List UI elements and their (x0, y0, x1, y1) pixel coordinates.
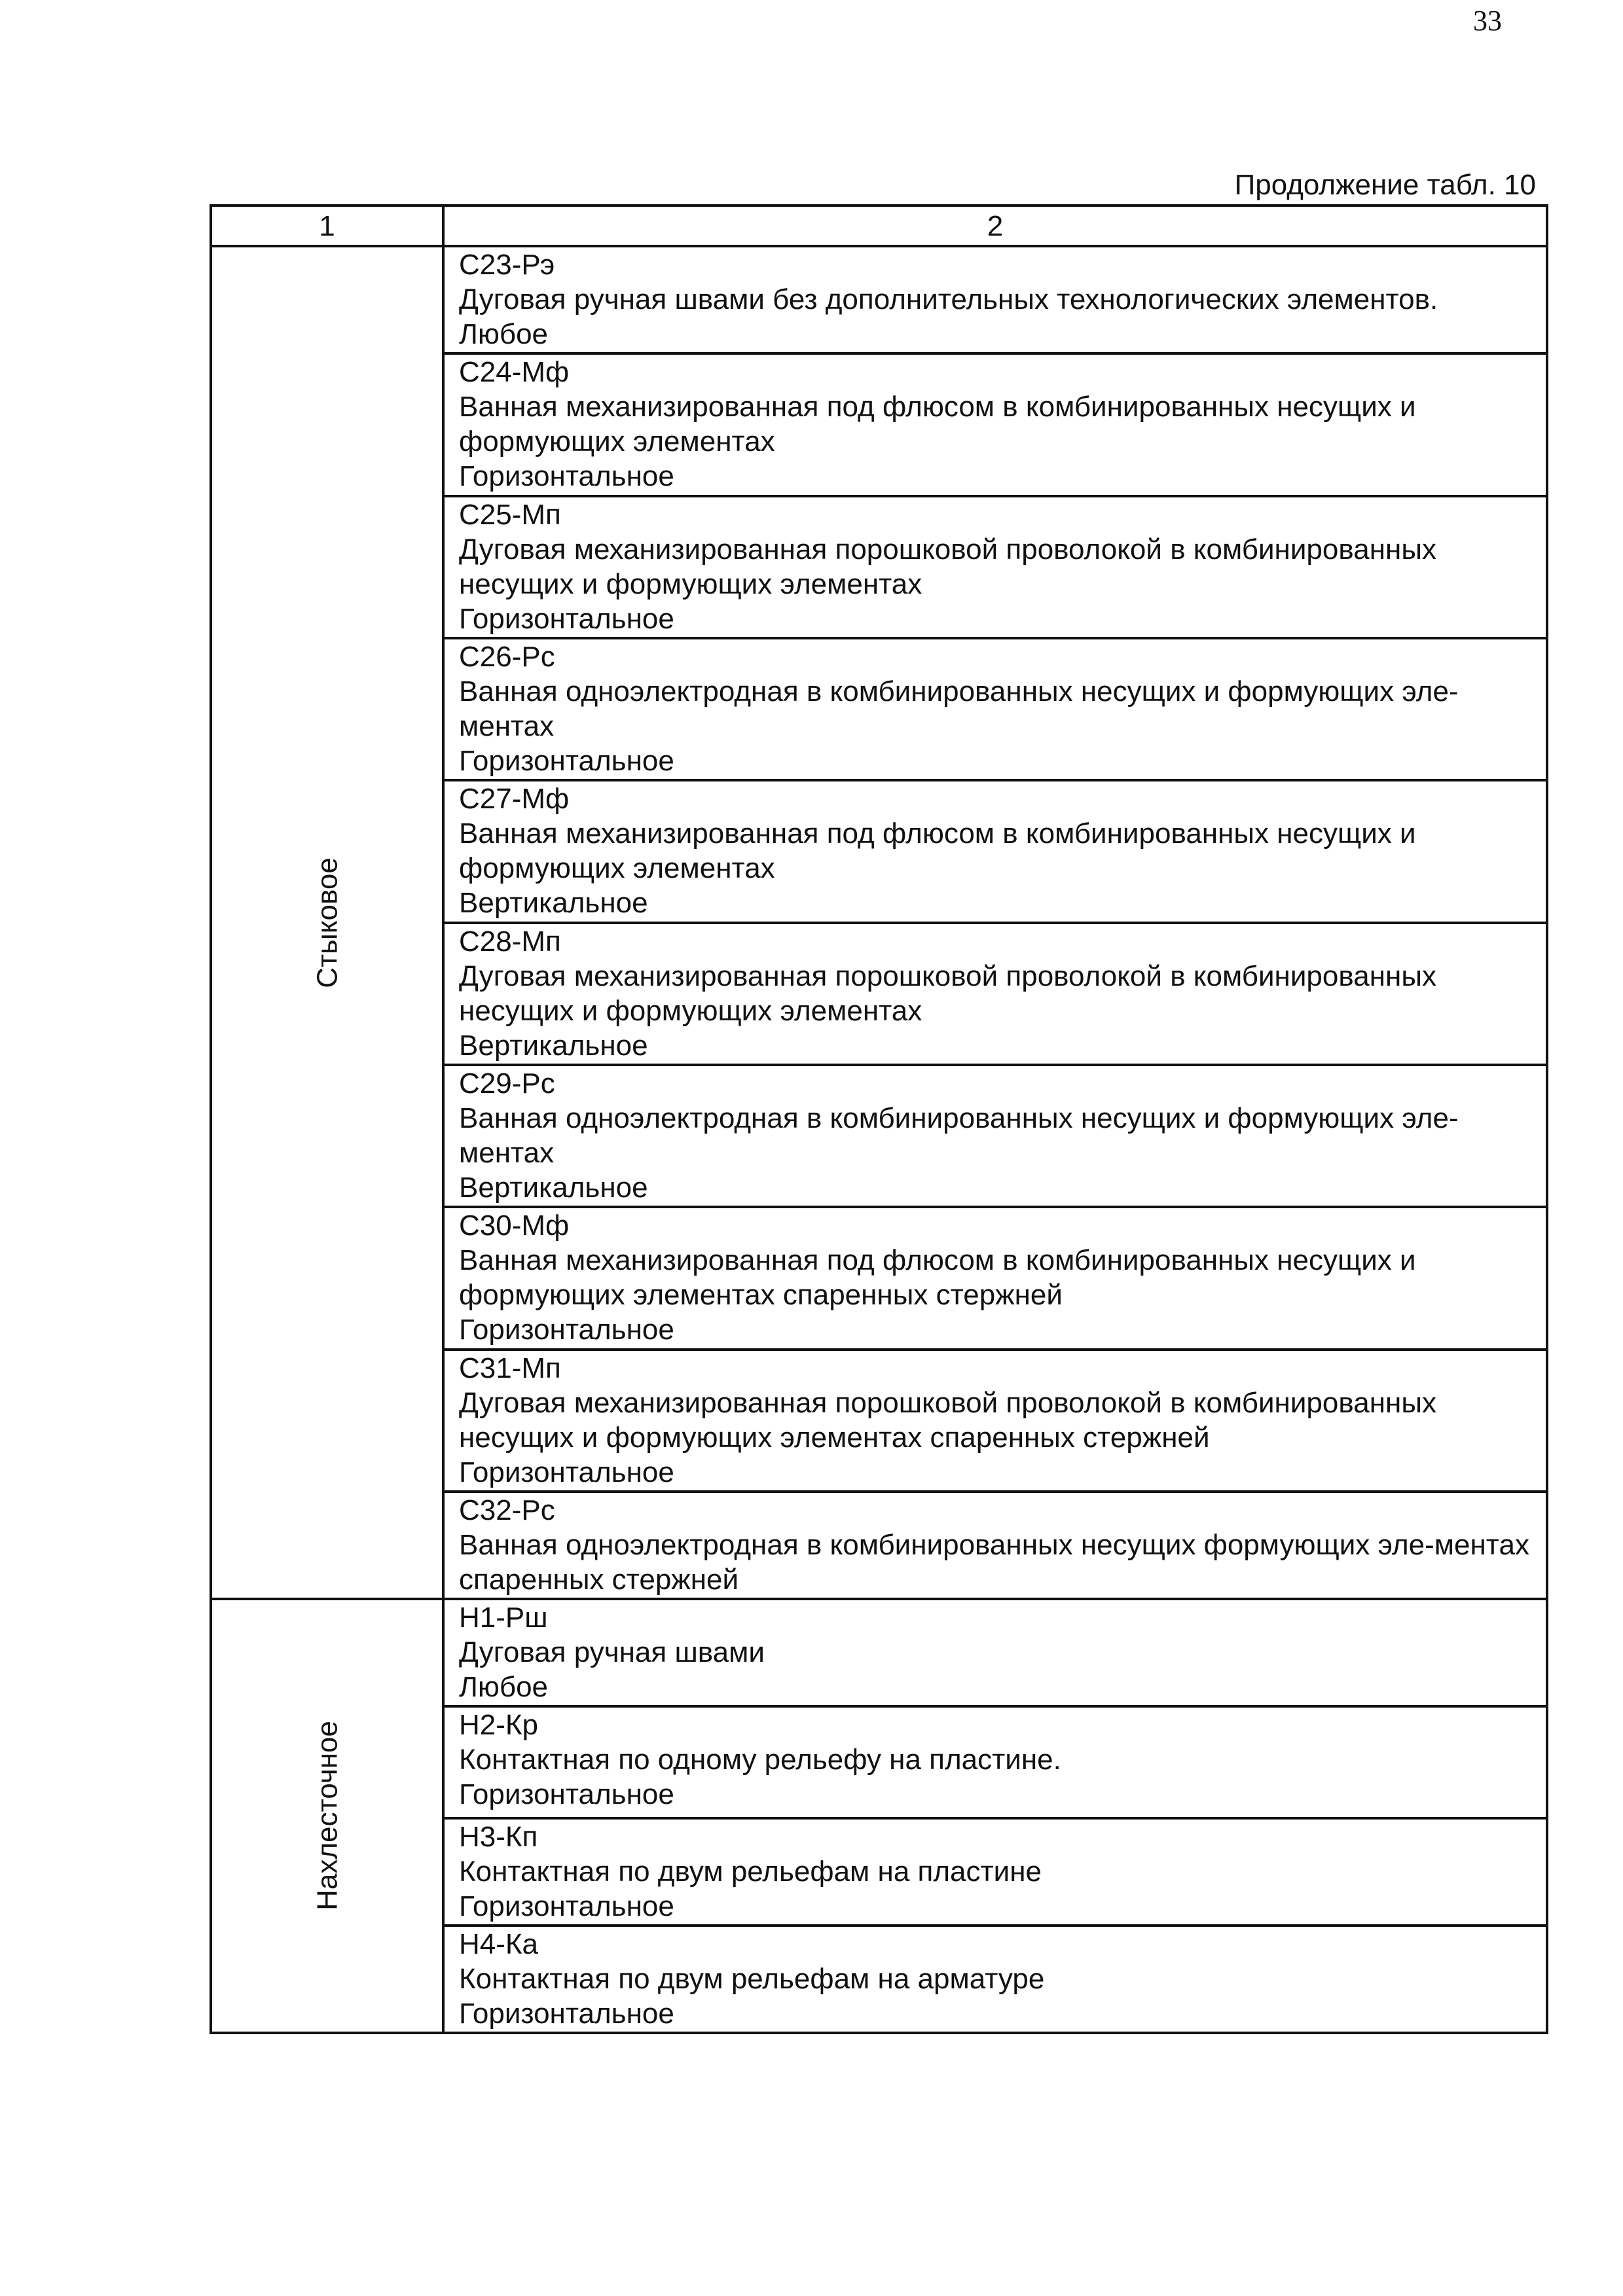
joint-description: Контактная по одному рельефу на пластине. (459, 1743, 1061, 1776)
table-row (211, 246, 1547, 353)
joint-code: Н4-Ка (459, 1928, 538, 1960)
joint-entry-cell (443, 1926, 1547, 2033)
joint-code: С25-Мп (459, 498, 561, 531)
joint-entry-cell (443, 353, 1547, 495)
joint-entry-cell (443, 780, 1547, 922)
joint-description: Ванная механизированная под флюсом в комбинированных несущих и формующих элементах (459, 817, 1416, 885)
joint-code: С23-Рэ (459, 249, 555, 281)
joint-entry-cell (443, 1706, 1547, 1818)
weld-position: Горизонтальное (459, 1456, 674, 1488)
joint-description: Ванная механизированная под флюсом в комбинированных несущих и формующих элементах спаренных стержней (459, 1244, 1416, 1312)
joint-description: Дуговая механизированная порошковой проволокой в комбинированных несущих и формующих элементах (459, 960, 1436, 1027)
header-cell-2: 2 (443, 206, 1547, 246)
joint-entry-cell (443, 1065, 1547, 1207)
joint-description: Контактная по двум рельефам на арматуре (459, 1962, 1045, 1995)
joint-description: Ванная одноэлектродная в комбинированных несущих и формующих эле-ментах (459, 1102, 1459, 1169)
weld-position: Горизонтальное (459, 1778, 674, 1810)
weld-position: Вертикальное (459, 887, 648, 920)
joint-description: Дуговая механизированная порошковой проволокой в комбинированных несущих и формующих элементах спаренных стержней (459, 1386, 1436, 1454)
group-label-cell (211, 1599, 443, 2033)
joint-description: Дуговая механизированная порошковой проволокой в комбинированных несущих и формующих элементах (459, 533, 1436, 600)
joint-description: Ванная одноэлектродная в комбинированных несущих и формующих эле-ментах (459, 675, 1459, 742)
joint-code: Н1-Рш (459, 1601, 548, 1634)
joint-entry-cell (443, 246, 1547, 353)
weld-position: Горизонтальное (459, 744, 674, 777)
joint-description: Контактная по двум рельефам на пластине (459, 1855, 1042, 1888)
joint-code: С28-Мп (459, 925, 561, 958)
group-label: Стыковое (311, 857, 343, 988)
joint-code: С26-Рс (459, 640, 555, 673)
weld-position: Любое (459, 1670, 549, 1703)
header-cell-1: 1 (211, 206, 443, 246)
joint-code: С24-Мф (459, 356, 570, 389)
joint-code: С27-Мф (459, 783, 570, 816)
joint-code: Н2-Кр (459, 1708, 538, 1741)
joint-code: С31-Мп (459, 1352, 561, 1384)
welding-joints-table (210, 204, 1548, 2034)
weld-position: Любое (459, 318, 549, 351)
weld-position: Горизонтальное (459, 1997, 674, 2030)
weld-position: Вертикальное (459, 1029, 648, 1062)
group-label-cell (211, 246, 443, 1598)
group-label: Нахлесточное (311, 1721, 343, 1911)
joint-entry-cell (443, 1350, 1547, 1492)
weld-position: Горизонтальное (459, 1890, 674, 1922)
joint-entry-cell (443, 638, 1547, 780)
joint-code: С30-Мф (459, 1210, 570, 1242)
joint-entry-cell (443, 1818, 1547, 1926)
joint-entry-cell (443, 1599, 1547, 1706)
joint-entry-cell (443, 1492, 1547, 1599)
joint-entry-cell (443, 923, 1547, 1065)
weld-position: Вертикальное (459, 1171, 648, 1204)
table-row (211, 1599, 1547, 1706)
joint-description: Ванная одноэлектродная в комбинированных несущих формующих эле-ментах спаренных стержней (459, 1528, 1529, 1596)
weld-position: Горизонтальное (459, 602, 674, 635)
weld-position: Горизонтальное (459, 460, 674, 493)
joint-entry-cell (443, 496, 1547, 638)
weld-position: Горизонтальное (459, 1314, 674, 1346)
joint-description: Дуговая ручная швами (459, 1636, 765, 1668)
joint-code: Н3-Кп (459, 1820, 538, 1853)
table-caption: Продолжение табл. 10 (1234, 169, 1536, 201)
page-number: 33 (1473, 5, 1502, 37)
joint-entry-cell (443, 1207, 1547, 1349)
table-header-row (211, 206, 1547, 246)
joint-description: Ванная механизированная под флюсом в комбинированных несущих и формующих элементах (459, 391, 1416, 458)
joint-code: С29-Рс (459, 1067, 555, 1100)
joint-code: С32-Рс (459, 1494, 555, 1526)
joint-description: Дуговая ручная швами без дополнительных технологических элементов. (459, 283, 1438, 316)
